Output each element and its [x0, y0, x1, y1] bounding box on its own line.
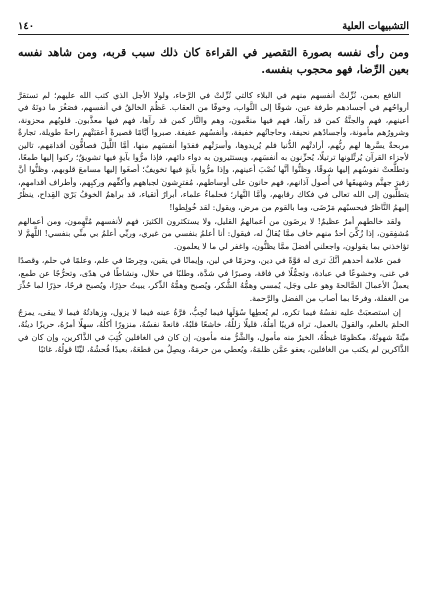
paragraph-2: ولقد خالطهم أمرٌ عظيمٌ! لا يرضَون من أعمالهمُ القليل، ولا يستكثرون الكثيرَ، فهم لأنفسهم مُتَّهِمون، ومن أعمالهم مُشفِقون، إذا زُكِّيَ أحدٌ منهم خاف ممَّا يُقالُ له، فيقول: أنا أعلمُ بنفسي من غيري، وربِّي أعلمُ بي منِّي بنفسي! اللَّهمَّ لا تؤاخذني بما يقولون، واجعلني أفضلَ ممَّا يظنُّون، واغفر لي ما لا يعلمون.: [18, 217, 409, 251]
intro-text: ومن رأى نفسه بصورة التقصير في القراءة كان ذلك سبب قربه، ومن شاهد نفسه بعين الرِّضا، فهو محجوب بنفسه.: [18, 46, 409, 76]
body-text: [18, 90, 409, 357]
paragraph-3: فمن علامة أحدهم أنَّكَ ترى له قوَّةً في دين، وحزمًا في لين، وإيمانًا في يقين، وحِرصًا في علم، وعلمًا في حلم، وقصدًا في غنى، وخشوعًا في عبادة، وتجمُّلًا في فاقة، وصبرًا في شدَّة، وطلبًا في حلال، ونشاطًا في هدًى، وتحرُّجًا عن طمع، يعملُ الأعمالَ الصَّالحةَ وهو على وجَل، يُمسي وهمُّهُ الشُّكر، ويُصبح وهمُّهُ الذِّكر، يبيتُ حذِرًا، ويُصبح فرحًا، حذِرًا لما حُذِّرَ من الغفلة، وفرحًا بما أصاب من الفضل والرَّحمة.: [18, 256, 409, 303]
paragraph-4: إن استصعبَتْ عليه نفسُهُ فيما تكره، لم يُعطِها سُؤلَها فيما تُحِبُّ، قرَّةُ عينه فيما لا يزول، وزهادتُهُ فيما لا يبقى، يمزجُ الحلمَ بالعلم، والقولَ بالعمل، تراه قريبًا أمَلُهُ، قليلًا زللُهُ، خاشعًا قلبُهُ، قانعةً نفسُهُ، منزورًا أكلُهُ، سهلًا أمرُهُ، حريزًا دينُهُ، ميِّتةً شهوتُهُ، مكظومًا غيظُهُ، الخيرُ منه مأمول، والشَّرُّ منه مأمون، إن كان في الغافلين كُتِبَ في الذَّاكرين، وإن كان في الذَّاكرين لم يكتب من الغافلين، يعفو عمَّن ظلمَهُ، ويُعطي من حرمَهُ، ويصِلُ من قطعَهُ، بعيدًا فُحشُهُ، ليِّنًا قولُهُ، غائبًا: [18, 307, 409, 355]
running-header: [18, 14, 409, 35]
intro-paragraph: [18, 44, 409, 78]
paragraph-1: النافع بعمن، نُزِّلتْ أنفسهم منهم في البلاء كالتي نُزِّلتْ في الرَّخاء، ولولا الأجل الذي كتب الله عليهم؛ لم تستقرَّ أرواحُهم في أجسادهم طرفة عين، شوقًا إلى الثَّواب، وخوفًا من العقاب. عَظُمَ الخالقُ في أنفسهم، فصَغُرَ ما دونَهُ في أعينهم، فهم والجنَّةُ كمن قد رآها، فهم فيها منعَّمون، وهم والنَّار كمن قد رآها، فهم فيها معذَّبون. قلوبُهم محزونة، وشرورُهم مأمونة، وأجسادُهم نحيفة، وحاجاتُهم خفيفة، وأنفسُهم عفيفة. صبروا أيَّامًا قصيرةً أعقبَتْهم راحةً طويلة، تجارةٌ مربحةٌ يسَّرها لهم ربُّهم، أرادتْهم الدُّنيا فلم يُريدوها، وأسرَتْهم ففدَوا أنفسَهم منها، أمَّا اللَّيلَ فصافُّون أقدامَهم، تالين لأجزاء القرآن يُرتِّلونها ترتيلًا، يُحزِّنون به أنفسَهم، ويستثيرون به دواء دائهم، فإذا مرُّوا بآيةٍ فيها تشويقٌ؛ ركنوا إليها طمعًا، وتطلَّعتْ نفوسُهم إليها شوقًا، وظنُّوا أنَّها نُصْبَ أعينهم، وإذا مرُّوا بآيةٍ فيها تخويفٌ؛ أصغَوا إليها مسامعَ قلوبهم، وظنُّوا أنَّ زفيرَ جهنَّم وشهيقَها في أُصول آذانهم، فهم حانون على أوساطهم، مُفترِشون لجباههم وأكفِّهم وركبِهم، وأطراف أقدامهم، يتطلَّبون إلى الله تعالى في فكاك رقابهم، وأمَّا النَّهار؛ فحلماءُ علماء، أبرارٌ أتقياء، قد براهمُ الخوفُ بَرْيَ القِداح، ينظُرُ إليهمُ النَّاظرُ فيحسبُهم مَرْضَى، وما بالقوم من مرض، ويقول: لقد خُولِطوا!: [18, 91, 409, 212]
page-number: ١٤٠: [18, 21, 35, 32]
book-title: التشبيهات العلية: [342, 21, 409, 32]
